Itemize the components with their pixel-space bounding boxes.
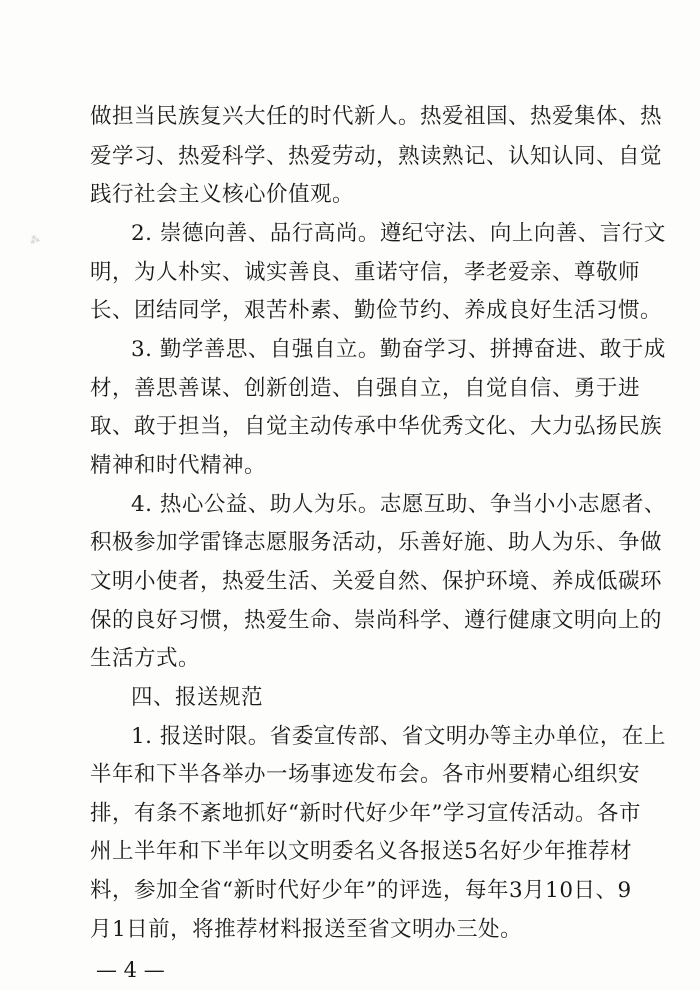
text-line: 践行社会主义核心价值观。 — [90, 182, 355, 207]
text-line: 积极参加学雷锋志愿服务活动，乐善好施、助人为乐、争做 — [90, 530, 663, 555]
text-line: 明，为人朴实、诚实善良、重诺守信，孝老爱亲、尊敬师 — [90, 260, 641, 285]
text-line: 爱学习、热爱科学、热爱劳动，熟读熟记、认知认同、自觉 — [90, 144, 663, 169]
text-line: 文明小使者，热爱生活、关爱自然、保护环境、养成低碳环 — [90, 569, 663, 594]
section-heading-line: 1. 报送时限。省委宣传部、省文明办等主办单位，在上 — [131, 724, 666, 749]
text-line: 精神和时代精神。 — [90, 453, 267, 478]
section-heading-line: 2. 崇德向善、品行高尚。遵纪守法、向上向善、言行文 — [131, 221, 666, 246]
text-line: 月1日前，将推荐材料报送至省文明办三处。 — [90, 917, 523, 942]
text-line: 做担当民族复兴大任的时代新人。热爱祖国、热爱集体、热 — [90, 104, 663, 129]
text-line: 生活方式。 — [90, 646, 201, 671]
text-line: 取、敢于担当，自觉主动传承中华优秀文化、大力弘扬民族 — [90, 414, 663, 439]
text-line: 长、团结同学，艰苦朴素、勤俭节约、养成良好生活习惯。 — [90, 298, 663, 323]
text-line: 排，有条不紊地抓好“新时代好少年”学习宣传活动。各市 — [90, 801, 641, 826]
text-line: 保的良好习惯，热爱生命、崇尚科学、遵行健康文明向上的 — [90, 608, 663, 633]
section-heading-line: 3. 勤学善思、自强自立。勤奋学习、拼搏奋进、敢于成 — [131, 337, 666, 362]
section-heading-line: 4. 热心公益、助人为乐。志愿互助、争当小小志愿者、 — [131, 492, 666, 517]
scan-smudge: ⁂ — [28, 233, 42, 248]
section-title: 四、报送规范 — [131, 685, 264, 710]
page-number: — 4 — — [96, 958, 165, 982]
text-line: 料，参加全省“新时代好少年”的评选，每年3月10日、9 — [90, 878, 632, 903]
text-line: 半年和下半各举办一场事迹发布会。各市州要精心组织安 — [90, 762, 641, 787]
text-line: 州上半年和下半年以文明委名义各报送5名好少年推荐材 — [90, 839, 633, 864]
text-line: 材，善思善谋、创新创造、自强自立，自觉自信、勇于进 — [90, 376, 641, 401]
